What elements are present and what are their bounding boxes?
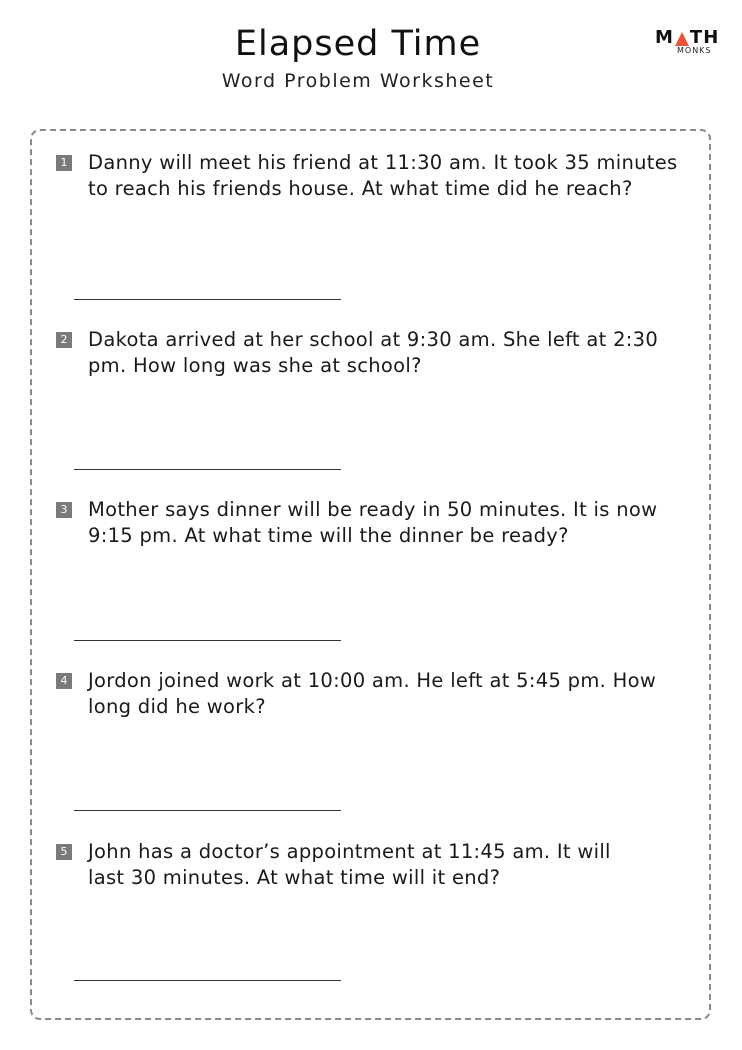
worksheet-subtitle: Word Problem Worksheet xyxy=(221,70,495,92)
problem-text-line-2: to reach his friends house. At what time did he reach? xyxy=(88,177,633,200)
problem-text-line-2: long did he work? xyxy=(88,695,266,718)
answer-line-3[interactable] xyxy=(74,640,341,641)
problem-text-line-1: Jordon joined work at 10:00 am. He left at 5:45 pm. How xyxy=(88,669,657,692)
problem-number-badge: 5 xyxy=(56,844,72,860)
problem-text xyxy=(88,150,703,202)
answer-line-2[interactable] xyxy=(74,469,341,470)
problem-text xyxy=(88,327,703,379)
worksheet-title: Elapsed Time xyxy=(234,24,482,64)
problem-text xyxy=(88,839,703,891)
problem-number-badge: 1 xyxy=(56,155,72,171)
problem-text-line-1: Mother says dinner will be ready in 50 minutes. It is now xyxy=(88,498,658,521)
problem-text xyxy=(88,497,703,549)
math-monks-logo xyxy=(655,27,720,59)
problem-text xyxy=(88,668,703,720)
logo-word-end: TH xyxy=(689,27,720,48)
problem-text-line-1: John has a doctor’s appointment at 11:45 am. It will xyxy=(88,840,611,863)
logo-triangle-icon xyxy=(675,32,689,46)
answer-line-1[interactable] xyxy=(74,299,341,300)
logo-subtext: MONKS xyxy=(677,46,712,55)
answer-line-5[interactable] xyxy=(74,980,341,981)
problem-text-line-2: 9:15 pm. At what time will the dinner be ready? xyxy=(88,524,569,547)
logo-word-start: M xyxy=(655,27,674,48)
problem-number-badge: 3 xyxy=(56,502,72,518)
logo-wordmark xyxy=(655,27,719,48)
problem-text-line-2: last 30 minutes. At what time will it end? xyxy=(88,866,501,889)
problem-number-badge: 4 xyxy=(56,673,72,689)
problem-number-badge: 2 xyxy=(56,332,72,348)
answer-line-4[interactable] xyxy=(74,810,341,811)
problem-text-line-1: Danny will meet his friend at 11:30 am. It took 35 minutes xyxy=(88,151,678,174)
problem-text-line-2: pm. How long was she at school? xyxy=(88,354,422,377)
problem-text-line-1: Dakota arrived at her school at 9:30 am. She left at 2:30 xyxy=(88,328,659,351)
